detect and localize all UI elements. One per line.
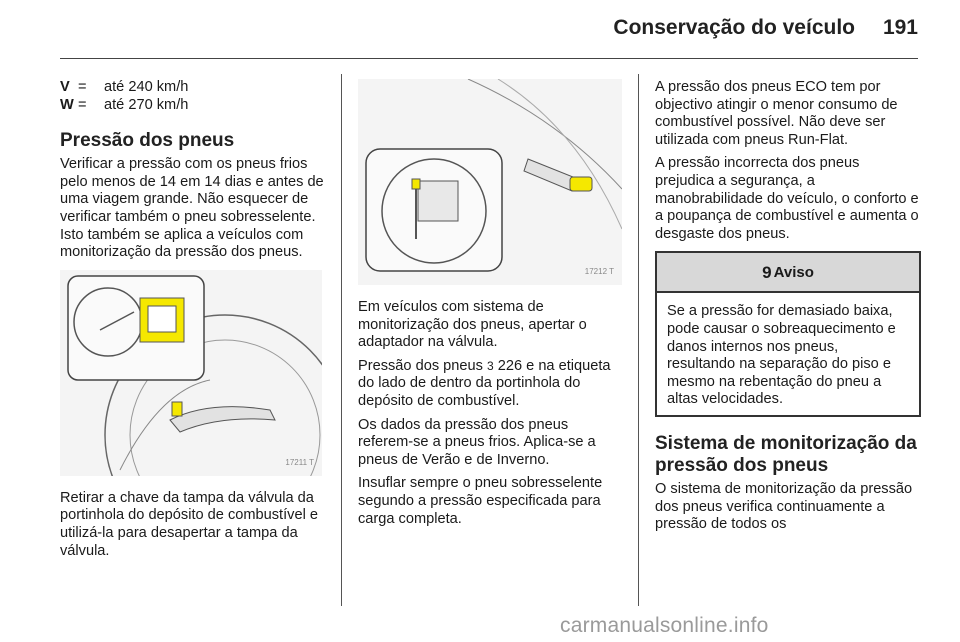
column-divider-1 [341,74,342,606]
warning-triangle-icon: 9 [762,262,772,282]
warning-title: Aviso [773,263,814,281]
paragraph: O sistema de monitorização da pressão dos pneus verifica continuamente a pressão de todos os [655,480,913,533]
speed-row-v [60,79,330,97]
speed-key: V [60,79,70,95]
paragraph: A pressão incorrecta dos pneus prejudica a segurança, a manobrabilidade do veículo, o conforto e a poupança de combustível e aumenta o desgaste dos pneus. [655,155,919,242]
column-divider-2 [638,74,639,606]
paragraph: Em veículos com sistema de monitorização dos pneus, apertar o adaptador na válvula. [358,299,587,351]
paragraph: A pressão dos pneus ECO tem por objectivo atingir o menor consumo de combustível possível. Não deve ser utilizada com pneus Run-Flat. [655,79,898,148]
speed-equals: = [78,96,87,113]
page-reference-icon: 3 [487,358,494,373]
header-divider [60,58,918,59]
paragraph-text: 226 e na etiqueta do lado de dentro da portinhola do depósito de combustível. [358,357,611,409]
speed-key: W [60,96,74,113]
warning-header [657,253,919,293]
paragraph: Insuflar sempre o pneu sobresselente segundo a pressão especificada para carga completa. [358,475,603,527]
column-1 [60,79,330,566]
figure-number: 17211 T [285,458,314,468]
speed-value: até 270 km/h [104,96,189,113]
speed-equals: = [78,79,87,95]
section-heading-tyre-pressure: Pressão dos pneus [60,130,235,152]
illustration-fuel-door-and-wheel [60,270,322,476]
speed-row-w [60,97,330,115]
column-3 [655,79,921,540]
section-heading-tpms: Sistema de monitorização da pressão dos pneus [655,432,917,476]
page-number: 191 [882,16,918,39]
paragraph: Os dados da pressão dos pneus referem-se a pneus frios. Aplica-se a pneus de Verão e de Inverno. [358,416,596,468]
paragraph: Verificar a pressão com os pneus frios pelo menos de 14 em 14 dias e antes de uma viagem grande. Não esquecer de verificar também o pneu sobresselente. Isto também se aplica a veículos com monitorização da pressão dos pneus. [60,156,324,261]
column-2 [358,79,624,534]
paragraph: Retirar a chave da tampa da válvula da portinhola do depósito de combustível e utilizá-la para desapertar a tampa da válvula. [60,489,318,559]
figure-adaptor-on-valve [358,79,622,285]
illustration-valve-adaptor [358,79,622,285]
paragraph-with-reference [358,358,624,411]
watermark: carmanualsonline.info [560,614,769,637]
warning-body: Se a pressão for demasiado baixa, pode causar o sobreaquecimento e danos internos nos pneus, resultando na separação do piso e mesmo na rebentação do pneu a altas velocidades. [667,303,896,408]
paragraph-text: Pressão dos pneus [358,357,487,374]
figure-valve-cap-removal [60,270,322,476]
figure-number: 17212 T [584,267,614,277]
speed-value: até 240 km/h [104,79,189,95]
warning-box [655,251,921,417]
running-header-title: Conservação do veículo [613,16,855,39]
